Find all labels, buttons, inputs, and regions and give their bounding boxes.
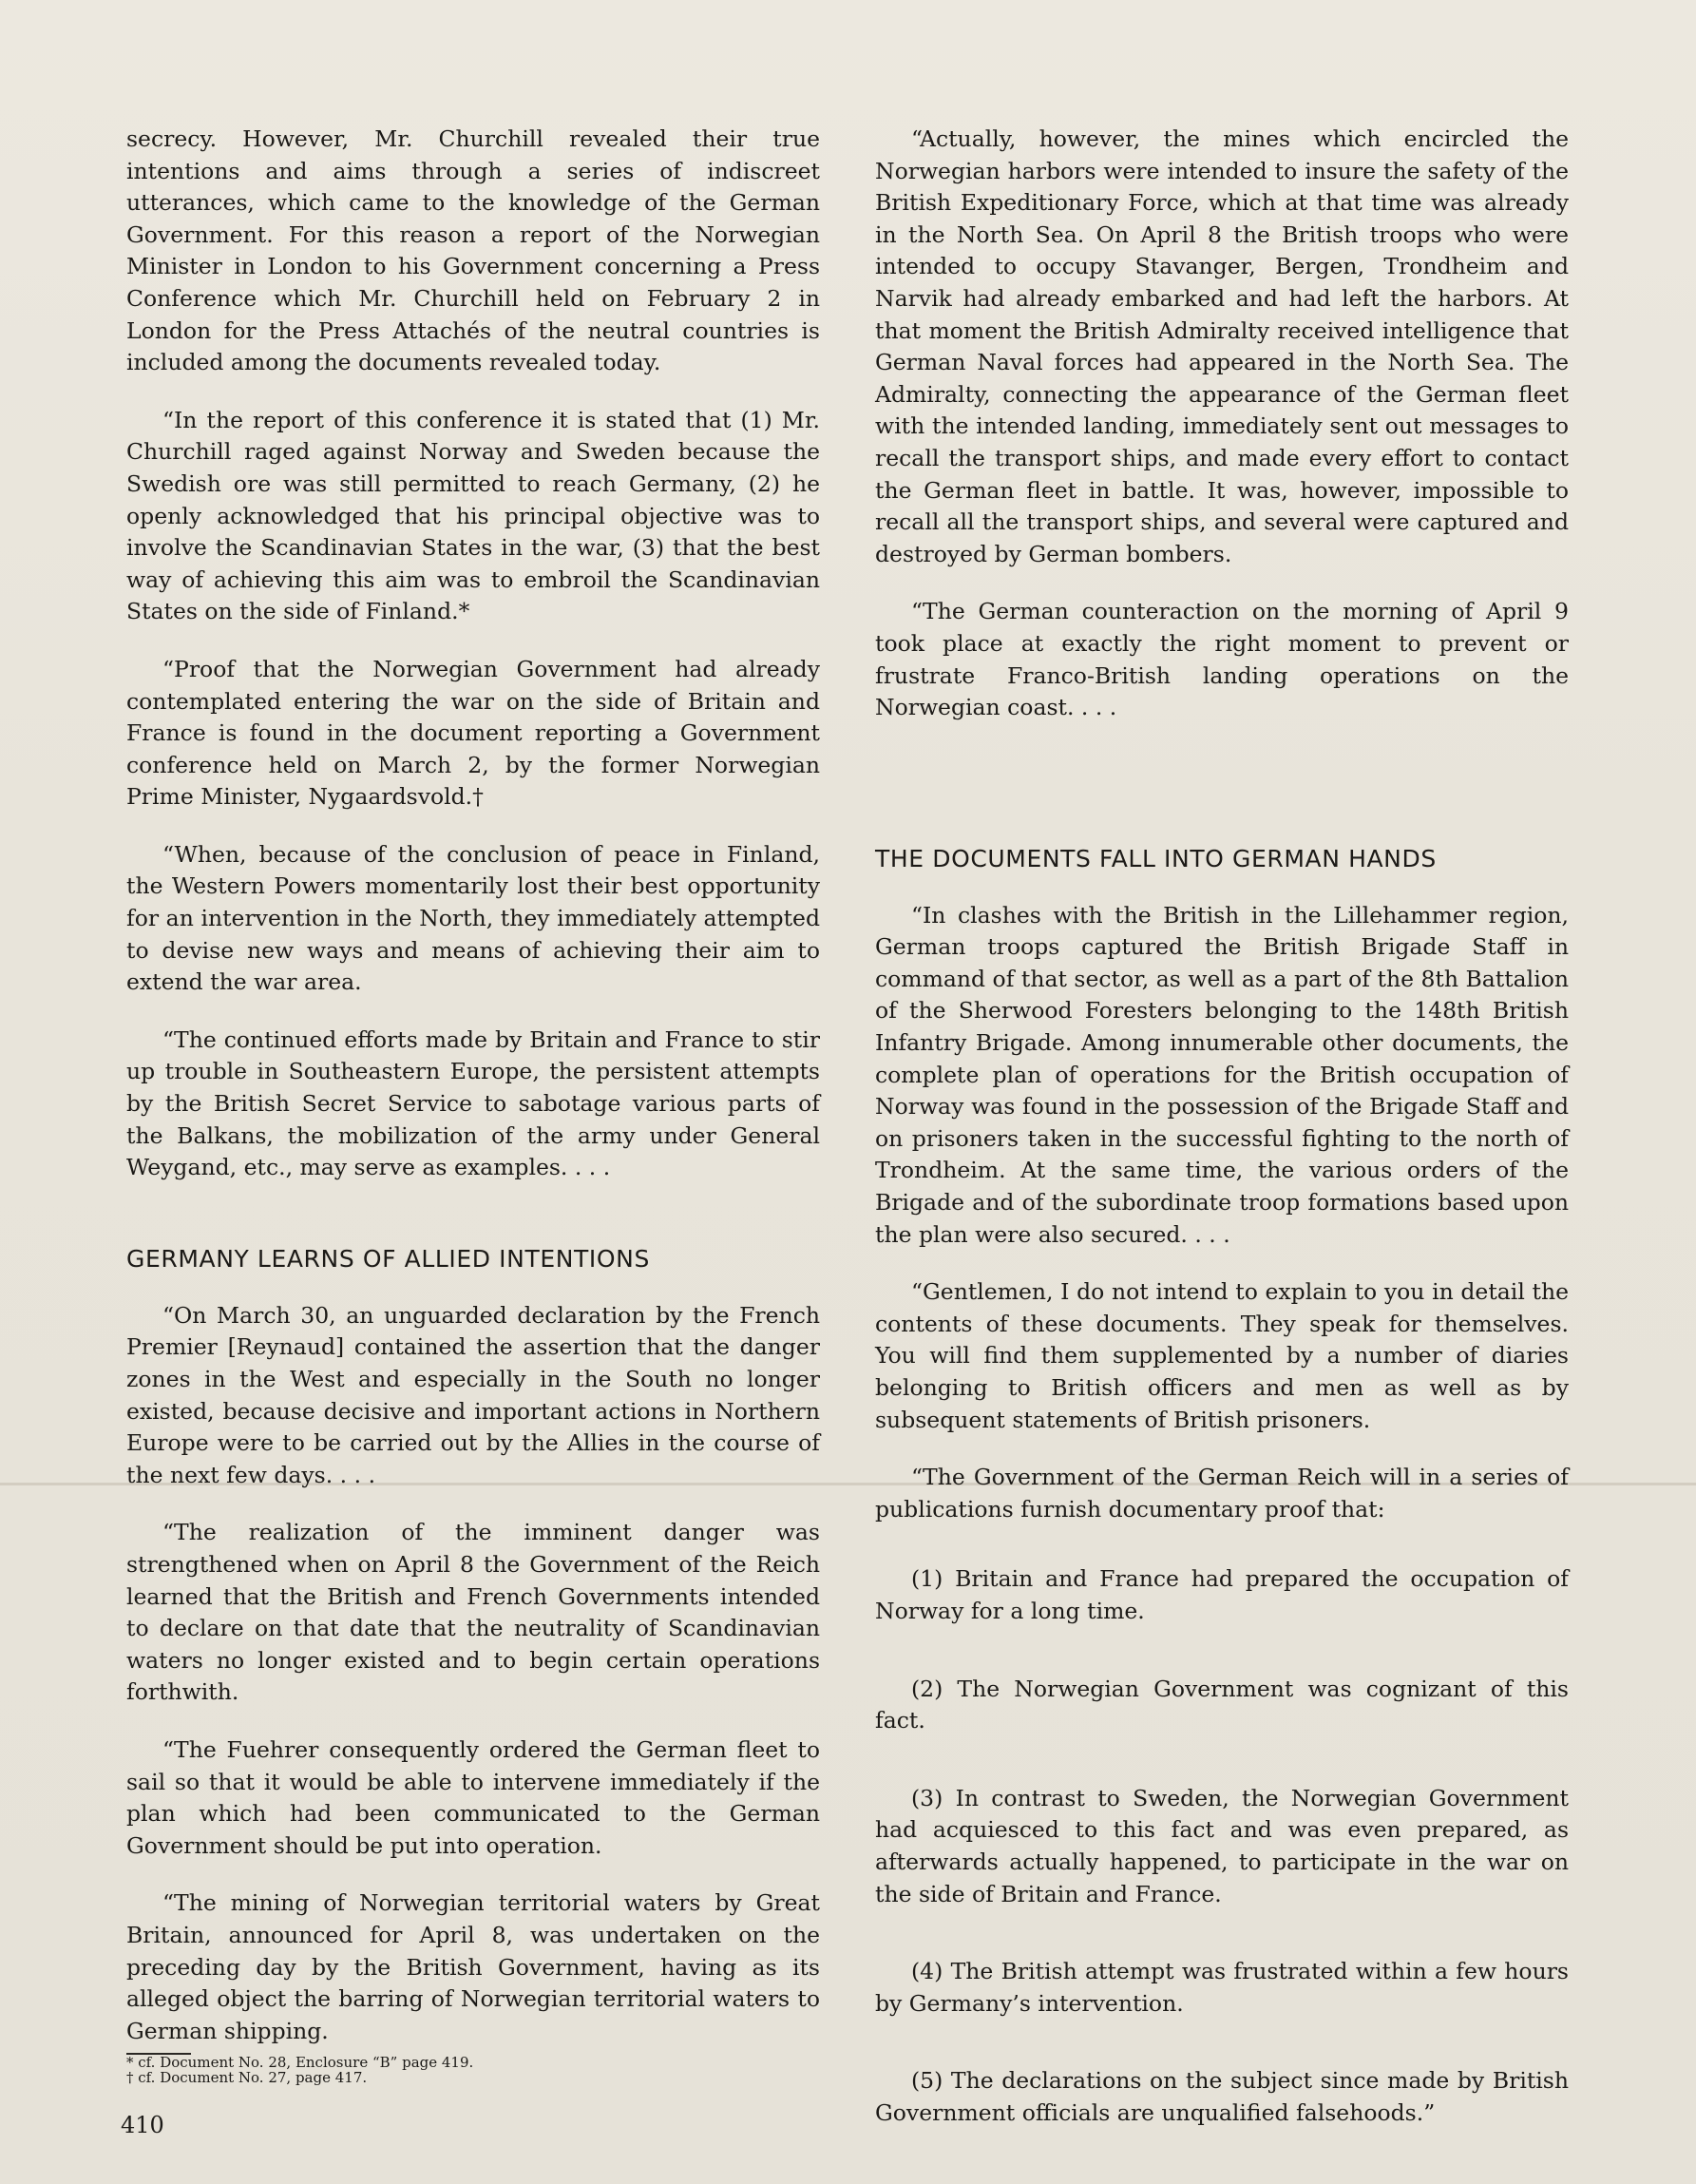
- page-number: 410: [121, 2112, 164, 2138]
- paragraph: “Gentlemen, I do not intend to explain to you in detail the contents of these documents. They speak for themselves. You will find them supplemented by a number of diaries belonging to British officers and men as well as by subsequent statements of British prisoners.: [875, 1278, 1569, 1433]
- paragraph: “On March 30, an unguarded declaration by the French Premier [Reynaud] contained the assertion that the danger zones in the West and especially in the South no longer existed, because decisive and important actions in Northern Europe were to be carried out by the Allies in the course of the next few days. . . .: [126, 1301, 820, 1488]
- left-column: [126, 124, 820, 2073]
- paragraph: “The continued efforts made by Britain and France to stir up trouble in Southeastern Europe, the persistent attempts by the British Secret Service to sabotage various parts of the Balkans, the mobilization of the army under General Weygand, etc., may serve as examples. . . .: [126, 1025, 820, 1181]
- list-item: (4) The British attempt was frustrated within a few hours by Germany’s intervention.: [875, 1958, 1569, 2017]
- paragraph: “The Government of the German Reich will in a series of publications furnish documentary proof that:: [875, 1464, 1569, 1523]
- paragraph: “In clashes with the British in the Lillehammer region, German troops captured the British Brigade Staff in command of that sector, as well as a part of the 8th Battalion of the Sherwood Foresters belonging to the 148th British Infantry Brigade. Among innumerable other documents, the complete plan of operations for the British occupation of Norway was found in the possession of the Brigade Staff and on prisoners taken in the successful fighting to the north of Trondheim. At the same time, the various orders of the Brigade and of the subordinate troop formations based upon the plan were also secured. . . .: [875, 901, 1569, 1248]
- paragraph: “When, because of the conclusion of peace in Finland, the Western Powers momentarily lost their best opportunity for an intervention in the North, they immediately attempted to devise new ways and means of achieving their aim to extend the war area.: [126, 840, 820, 996]
- paragraph: “In the report of this conference it is stated that (1) Mr. Churchill raged against Norway and Sweden because the Swedish ore was still permitted to reach Germany, (2) he openly acknowledged that his principal objective was to involve the Scandinavian States in the war, (3) that the best way of achieving this aim was to embroil the Scandinavian States on the side of Finland.*: [126, 406, 820, 625]
- section-heading: GERMANY LEARNS OF ALLIED INTENTIONS: [126, 1244, 650, 1273]
- right-column: [875, 124, 1569, 2175]
- paragraph: “The realization of the imminent danger was strengthened when on April 8 the Government of the Reich learned that the British and French Governments intended to declare on that date that the neutrality of Scandinavian waters no longer existed and to begin certain operations forthwith.: [126, 1519, 820, 1706]
- paragraph: “Proof that the Norwegian Government had already contemplated entering the war on the side of Britain and France is found in the document reporting a Government conference held on March 2, by the former Norwegian Prime Minister, Nygaardsvold.†: [126, 655, 820, 811]
- list-item: (3) In contrast to Sweden, the Norwegian Government had acquiesced to this fact and was even prepared, as afterwards actually happened, to participate in the war on the side of Britain and France.: [875, 1784, 1569, 1907]
- paragraph: “The German counteraction on the morning of April 9 took place at exactly the right moment to prevent or frustrate Franco-British landing operations on the Norwegian coast. . . .: [875, 598, 1569, 721]
- footnotes: [126, 2053, 696, 2085]
- footnote: † cf. Document No. 27, page 417.: [126, 2069, 368, 2086]
- section-heading: THE DOCUMENTS FALL INTO GERMAN HANDS: [875, 844, 1437, 872]
- footnote: * cf. Document No. 28, Enclosure “B” page 419.: [126, 2054, 474, 2071]
- paragraph: “The Fuehrer consequently ordered the German fleet to sail so that it would be able to intervene immediately if the plan which had been communicated to the German Government should be put into operation.: [126, 1735, 820, 1859]
- paragraph: secrecy. However, Mr. Churchill revealed their true intentions and aims through a series of indiscreet utterances, which came to the knowledge of the German Government. For this reason a report of the Norwegian Minister in London to his Government concerning a Press Conference which Mr. Churchill held on February 2 in London for the Press Attachés of the neutral countries is included among the documents revealed today.: [126, 125, 820, 376]
- paragraph: “Actually, however, the mines which encircled the Norwegian harbors were intended to insure the safety of the British Expeditionary Force, which at that time was already in the North Sea. On April 8 the British troops who were intended to occupy Stavanger, Bergen, Trondheim and Narvik had already embarked and had left the harbors. At that moment the British Admiralty received intelligence that German Naval forces had appeared in the North Sea. The Admiralty, connecting the appearance of the German fleet with the intended landing, immediately sent out messages to recall the transport ships, and made every effort to contact the German fleet in battle. It was, however, impossible to recall all the transport ships, and several were captured and destroyed by German bombers.: [875, 125, 1569, 567]
- list-item: (2) The Norwegian Government was cognizant of this fact.: [875, 1675, 1569, 1734]
- paragraph: “The mining of Norwegian territorial waters by Great Britain, announced for April 8, was undertaken on the preceding day by the British Government, having as its alleged object the barring of Norwegian territorial waters to German shipping.: [126, 1889, 820, 2044]
- list-item: (1) Britain and France had prepared the occupation of Norway for a long time.: [875, 1565, 1569, 1624]
- list-item: (5) The declarations on the subject since made by British Government officials are unqualified falsehoods.”: [875, 2067, 1569, 2126]
